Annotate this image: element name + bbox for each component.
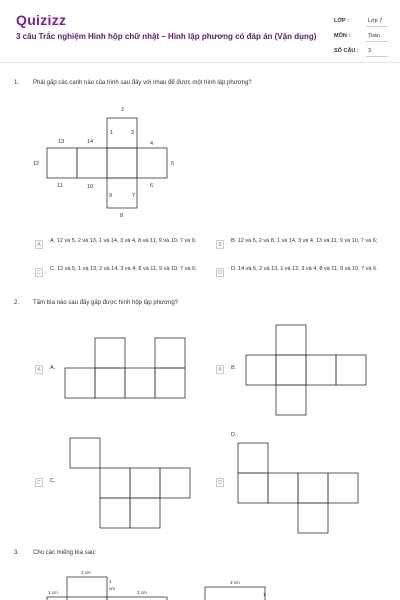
net-cell-2	[77, 148, 107, 178]
q2-option-b-box[interactable]: B	[216, 365, 224, 374]
meta-class-value: Lớp 7	[368, 18, 383, 24]
q1-option-b-text[interactable]: B. 12 và 5, 2 và 8, 1 và 14, 3 và 4, 13 và 11, 9 và 10, 7 và 6;	[231, 238, 378, 244]
q3-label-1: 1	[109, 579, 112, 584]
q3-label-3cm: 3 cm	[230, 580, 240, 585]
meta-class-label: LỚP :	[334, 18, 349, 24]
meta-subject-underline	[366, 41, 388, 42]
q2-option-b-label[interactable]: B.	[231, 365, 237, 371]
quizizz-logo: Quizizz	[16, 12, 67, 28]
question-2-text: Tấm bìa nào sau đây gấp được hình hộp lập phương?	[33, 300, 178, 306]
q2-option-b-net[interactable]	[240, 320, 370, 420]
edge-label-4: 4	[150, 141, 154, 147]
edge-label-5: 5	[171, 161, 175, 167]
edge-label-14: 14	[87, 139, 94, 145]
question-3-number: 3.	[14, 550, 20, 556]
q2-option-c-box[interactable]: C	[35, 478, 43, 487]
question-3-figures	[40, 565, 370, 600]
q3-label-2cm-top: 2 cm	[81, 570, 91, 575]
edge-label-7: 7	[132, 193, 136, 199]
header-divider	[0, 62, 400, 63]
q1-option-d-box[interactable]: D	[216, 268, 224, 277]
edge-label-1: 1	[110, 130, 114, 136]
q2-option-d-label[interactable]: D.	[231, 432, 237, 438]
q1-option-a-text[interactable]: A. 12 và 5, 2 và 13, 1 và 14, 3 và 4, 8 và 11, 9 và 10, 7 và 6;	[50, 238, 197, 244]
q2-option-d-net[interactable]	[232, 435, 382, 535]
meta-count-value: 3	[368, 48, 372, 54]
edge-label-13: 13	[58, 139, 65, 145]
edge-label-10: 10	[87, 184, 94, 190]
edge-label-6: 6	[150, 183, 154, 189]
q3-label-1cm: 1 cm	[48, 590, 58, 595]
q2-option-a-net[interactable]	[60, 335, 190, 405]
q3-piece-1-top	[67, 577, 107, 600]
edge-label-3: 3	[131, 130, 135, 136]
q1-option-c-text[interactable]: C. 12 và 5, 1 và 13, 2 và 14, 3 và 4, 8 và 11, 9 và 10, 7 và 6;	[50, 266, 197, 272]
q2-option-c-label[interactable]: C.	[50, 478, 56, 484]
q1-option-a-box[interactable]: A	[35, 240, 43, 249]
q1-option-b-box[interactable]: B	[216, 240, 224, 249]
q2-option-d-box[interactable]: D	[216, 478, 224, 487]
q2-option-a-box[interactable]: A	[35, 365, 43, 374]
page-title: 3 câu Trắc nghiệm Hình hộp chữ nhật – Hình lập phương có đáp án (Vận dụng)	[16, 32, 317, 41]
edge-label-9: 9	[109, 193, 113, 199]
q1-option-c-box[interactable]: C	[35, 268, 43, 277]
q3-label-2cm-right: 2 cm	[137, 590, 147, 595]
q3-piece-2	[205, 587, 265, 600]
edge-label-12: 12	[33, 161, 40, 167]
net-cell-4	[137, 148, 167, 178]
net-cell-3	[107, 148, 137, 178]
edge-label-11: 11	[57, 183, 63, 189]
meta-count-underline	[366, 56, 388, 57]
question-1-net-figure	[30, 100, 190, 222]
q1-option-d-text[interactable]: D. 14 và 5, 2 và 13, 1 và 12, 3 và 4, 8 và 11, 9 và 10, 7 và 6.	[231, 266, 378, 272]
net-cell-1	[47, 148, 77, 178]
meta-class-underline	[366, 26, 388, 27]
q3-label-cm: cm	[109, 586, 115, 591]
meta-subject-label: MÔN :	[334, 33, 351, 39]
edge-label-8: 8	[120, 213, 124, 219]
question-2-number: 2.	[14, 300, 20, 306]
q3-label-1-right: 1	[263, 592, 266, 597]
question-3-text: Cho các miếng bìa sau:	[33, 550, 97, 556]
q2-option-c-net[interactable]	[60, 430, 200, 535]
question-1-number: 1.	[14, 80, 20, 86]
meta-count-label: SỐ CÂU :	[334, 48, 359, 54]
meta-subject-value: Toán	[368, 33, 380, 39]
q2-option-a-label[interactable]: A.	[50, 365, 56, 371]
edge-label-2: 2	[121, 107, 125, 113]
question-1-text: Phải gấp các cạnh nào của hình sau đây với nhau để được một hình lập phương?	[33, 80, 252, 86]
